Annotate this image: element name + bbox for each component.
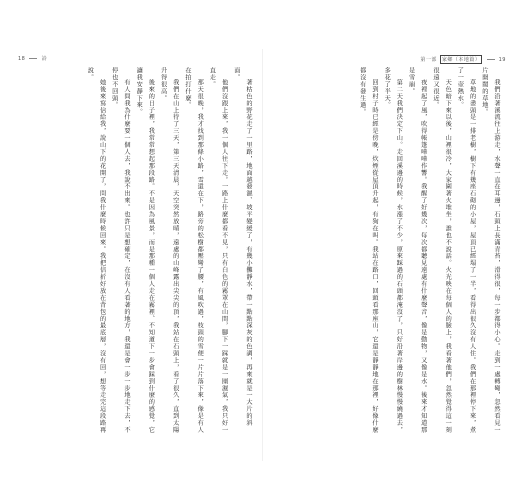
paragraph: 草地的盡頭是一排老樹，樹下有幾座石砌的小屋，屋頂已經塌了一半，看得出很久沒有人住。我們在那裡停下來，煮了一壺熱水。 <box>456 67 476 434</box>
paragraph: 她後來寫信給我，說山下的花開了，問我什麼時候回來。我把信折好放在背包的最底層，沒有回，想等走完這段路再說。 <box>86 67 106 434</box>
header-rule <box>487 59 495 60</box>
right-running-header <box>420 55 506 64</box>
book-spread <box>18 55 506 455</box>
right-header-section: 家鄉（本地篇） <box>441 57 481 63</box>
paragraph: 回到村子時已經是傍晚，炊煙從屋頂升起，有狗在叫。我站在路口，回頭看那座山，它還是靜靜地在那裡，好像什麼都沒有發生過。 <box>358 67 378 434</box>
gutter-line <box>262 49 263 461</box>
paragraph: 我們沿著溪流往上游走，水聲一直在耳邊，石頭上長滿青苔，滑得很，每一步都得小心。走到一處轉彎，忽然看見一片開闊的草地。 <box>480 67 500 434</box>
right-header-part: 第一部 <box>420 57 437 63</box>
header-rule <box>29 58 37 59</box>
paragraph: 後來的日子裡，我常常想起那段路。不是因為風景，而是那種一個人走在霧裡、不知道下一步會踩到什麼的感覺，它讓我安靜下來。 <box>135 67 155 434</box>
right-page-number: 19 <box>498 57 506 63</box>
left-body-text <box>22 67 254 437</box>
paragraph: 那天很晚，我才找到那條小路，雪還在下，路旁的松樹都壓彎了腰，有風吹過，枝頭的雪便一片片落下來，像是有人在拍打什麼。 <box>183 67 204 434</box>
right-page <box>268 55 506 455</box>
left-running-header <box>18 55 47 62</box>
left-header-title: 詩 <box>41 56 48 62</box>
paragraph: 他們沒跟上來，我一個人往下走。一路上什麼都看不見，只有白色的霧罩在山間，腳下一踩就是一團濕氣，我只好一直走。 <box>208 67 228 434</box>
paragraph: 夜裡起了風，吹得帳篷嘩嘩作響。我醒了好幾次，每次都聽見遠處有什麼聲音，像是動物，又像是水。後來才知道那是雪崩。 <box>407 67 427 434</box>
paragraph: 有人問我為什麼要一個人去，我說不出來。也許只是想確定，在沒有人看著的地方，我還是會一步一步地走下去，不停也不回頭。 <box>110 67 130 434</box>
paragraph: 第二天我們決定下山。走回溪邊的時候，水漲了不少，原來踩過的石頭都淹沒了，只好沿著岸邊的樹林慢慢繞過去，多花了半天。 <box>383 67 403 434</box>
paragraph: 我們在山上待了三天，第三天清晨，天空突然放晴，遠處的山峰露出尖尖的頂，我站在石頭上，看了很久，直到太陽升得很高。 <box>159 67 179 434</box>
left-page-number: 18 <box>18 56 26 62</box>
paragraph: 天色暗下來以後，山裡很冷，大家圍著火堆坐，誰也不說話。火光映在每個人的臉上，我看著他們，忽然覺得這一刻很遠又很近。 <box>431 67 452 434</box>
paragraph: 著枯色的野花走了一里路，地面越發濕、坡平變緩了，有幾小攤靜水，帶一點點深灰的色調，再來就是一大片的斜面。 <box>232 67 252 427</box>
left-page <box>18 55 256 455</box>
right-body-text <box>274 67 502 437</box>
